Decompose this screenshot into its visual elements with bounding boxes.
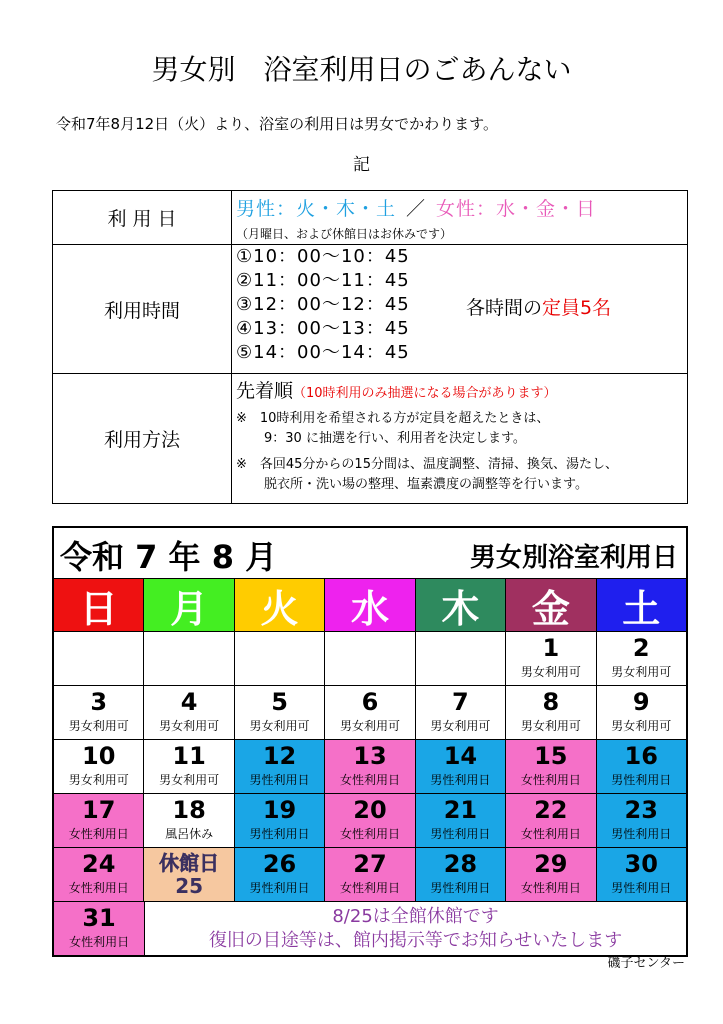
- day-number: 2: [632, 634, 650, 662]
- day-number: 24: [82, 850, 116, 878]
- day-label: 女性利用日: [68, 827, 129, 841]
- day-label: 女性利用日: [339, 881, 400, 895]
- first-come-note: （10時利用のみ抽選になる場合があります）: [293, 386, 557, 401]
- page-title: 男女別 浴室利用日のごあんない: [151, 53, 572, 86]
- day-label: 男性利用日: [249, 773, 310, 787]
- calendar-week: [54, 847, 686, 901]
- day-cell: [54, 848, 144, 901]
- calendar-week: [54, 739, 686, 793]
- note2-line2: 脱衣所・洗い場の整理、塩素濃度の調整等を行います。: [264, 477, 588, 492]
- capacity-text: [466, 293, 611, 320]
- day-label: 男女利用可: [159, 719, 220, 733]
- day-cell: [325, 848, 415, 901]
- day-label: 男性利用日: [430, 827, 491, 841]
- day-cell: [144, 794, 234, 847]
- day-label: 女性利用日: [339, 827, 400, 841]
- weekday-row: [54, 579, 686, 631]
- day-number: 22: [534, 796, 568, 824]
- weekday-header: 木: [416, 579, 506, 631]
- day-cell: [506, 794, 596, 847]
- days-slash: ／: [406, 198, 427, 220]
- day-cell: [416, 632, 506, 685]
- day-label: 男女利用可: [68, 773, 129, 787]
- day-number: 21: [443, 796, 478, 824]
- day-label: 男女利用可: [249, 719, 310, 733]
- day-label: 男性利用日: [430, 773, 491, 787]
- day-number: 30: [624, 850, 658, 878]
- day-number: 10: [82, 742, 116, 770]
- day-cell: [235, 632, 325, 685]
- footer-org: 磯子センター: [607, 956, 685, 971]
- day-number: 16: [624, 742, 658, 770]
- day-cell: [325, 686, 415, 739]
- notice-line2: 復旧の目途等は、館内掲示等でお知らせいたします: [208, 929, 623, 951]
- day-number: 7: [452, 688, 469, 716]
- days-head: 利 用 日: [53, 191, 232, 245]
- day-number: 3: [90, 688, 108, 716]
- calendar-month: 令和 7 年 8 月: [60, 538, 278, 576]
- day-label: 女性利用日: [520, 773, 581, 787]
- day-label: 男性利用日: [430, 881, 491, 895]
- capacity-prefix: 各時間の: [466, 297, 543, 319]
- day-number: 6: [361, 688, 379, 716]
- calendar-weeks: [54, 631, 686, 901]
- day-cell: [235, 740, 325, 793]
- weekday-header: 金: [506, 579, 596, 631]
- time-slot: ③12：00～12：45: [236, 294, 410, 315]
- info-table: [52, 190, 688, 504]
- day-cell: [506, 848, 596, 901]
- day-cell: [235, 848, 325, 901]
- calendar-week: [54, 901, 686, 955]
- day-label: 男性利用日: [249, 827, 310, 841]
- day-label: 男女利用可: [611, 665, 672, 679]
- male-days: 男性：火・木・土: [236, 198, 397, 220]
- day-cell: [54, 686, 144, 739]
- notice-line1: 8/25は全館休館です: [332, 905, 499, 927]
- time-slot: ⑤14：00～14：45: [236, 342, 410, 363]
- day-cell: [416, 848, 506, 901]
- day-label: 男女利用可: [68, 719, 129, 733]
- day-cell: [54, 902, 145, 955]
- day-number: 11: [172, 742, 206, 770]
- day-number: 31: [82, 904, 116, 932]
- day-number: 18: [172, 796, 206, 824]
- day-label: 女性利用日: [520, 827, 581, 841]
- day-cell: [416, 740, 506, 793]
- weekday-header: 水: [325, 579, 415, 631]
- day-label: 男女利用可: [611, 719, 672, 733]
- time-slot: ②11：00～11：45: [236, 270, 410, 291]
- weekday-header: 土: [597, 579, 686, 631]
- method-head: 利用方法: [53, 374, 232, 504]
- day-number: 9: [632, 688, 650, 716]
- day-number: 14: [443, 742, 478, 770]
- weekday-header: 火: [235, 579, 325, 631]
- day-cell: [144, 848, 234, 901]
- day-label: 女性利用日: [69, 935, 130, 949]
- day-cell: [416, 794, 506, 847]
- day-label: 男性利用日: [249, 881, 310, 895]
- day-cell: [597, 794, 686, 847]
- hours-cell: [232, 245, 688, 374]
- day-cell: [325, 632, 415, 685]
- day-number: 15: [534, 742, 568, 770]
- closed-label: 休館日: [159, 851, 220, 875]
- note1-line1: ※ 10時利用を希望される方が定員を超えたときは、: [236, 411, 550, 426]
- day-number: 23: [624, 796, 658, 824]
- day-cell: [325, 794, 415, 847]
- day-label: 女性利用日: [68, 881, 129, 895]
- day-number: 17: [82, 796, 116, 824]
- day-number: 27: [353, 850, 387, 878]
- day-number: 5: [271, 688, 288, 716]
- day-number: 25: [175, 874, 204, 898]
- day-cell: [597, 686, 686, 739]
- capacity-value: 定員5名: [542, 297, 612, 319]
- hours-head: 利用時間: [53, 245, 232, 374]
- day-cell: [54, 740, 144, 793]
- day-label: 風呂休み: [165, 827, 214, 841]
- day-cell: [54, 794, 144, 847]
- day-number: 28: [443, 850, 478, 878]
- weekday-header: 月: [144, 579, 234, 631]
- day-number: 20: [353, 796, 387, 824]
- day-cell: [506, 740, 596, 793]
- day-number: 26: [262, 850, 297, 878]
- day-label: 男性利用日: [611, 773, 672, 787]
- day-number: 8: [542, 688, 560, 716]
- time-slot: ④13：00～13：45: [236, 318, 410, 339]
- first-come: 先着順: [236, 380, 294, 402]
- day-cell: [235, 794, 325, 847]
- calendar-title: 男女別浴室利用日: [469, 543, 678, 573]
- day-number: 4: [180, 688, 198, 716]
- day-label: 女性利用日: [520, 881, 581, 895]
- day-cell: [54, 632, 144, 685]
- day-number: 12: [262, 742, 297, 770]
- day-number: 19: [262, 796, 297, 824]
- day-cell: [144, 686, 234, 739]
- method-cell: [232, 374, 688, 504]
- day-cell: [144, 632, 234, 685]
- day-cell: [597, 740, 686, 793]
- day-number: 13: [353, 742, 387, 770]
- day-cell: [416, 686, 506, 739]
- day-label: 男女利用可: [430, 719, 491, 733]
- calendar-week: [54, 631, 686, 685]
- day-number: 29: [534, 850, 568, 878]
- calendar-week: [54, 685, 686, 739]
- weekday-header: 日: [54, 579, 144, 631]
- day-label: 男女利用可: [520, 719, 581, 733]
- time-slot: ①10：00～10：45: [236, 246, 410, 267]
- day-cell: [506, 686, 596, 739]
- calendar-header: [54, 528, 686, 579]
- day-cell: [144, 740, 234, 793]
- day-cell: [597, 632, 686, 685]
- calendar-week: [54, 793, 686, 847]
- closure-notice: [145, 902, 686, 955]
- days-cell: [232, 191, 688, 245]
- day-label: 男女利用可: [159, 773, 220, 787]
- day-label: 男性利用日: [611, 881, 672, 895]
- note2-line1: ※ 各回45分からの15分間は、温度調整、清掃、換気、湯たし、: [236, 457, 618, 472]
- note1-line2: 9：30 に抽選を行い、利用者を決定します。: [264, 431, 526, 446]
- day-label: 女性利用日: [339, 773, 400, 787]
- day-cell: [235, 686, 325, 739]
- intro-text: 令和7年8月12日（火）より、浴室の利用日は男女でかわります。: [56, 115, 498, 133]
- day-label: 男性利用日: [611, 827, 672, 841]
- day-label: 男女利用可: [520, 665, 581, 679]
- days-note: （月曜日、および休館日はお休みです）: [236, 227, 453, 241]
- ki-heading: 記: [353, 155, 370, 175]
- day-label: 男女利用可: [339, 719, 400, 733]
- day-cell: [506, 632, 596, 685]
- calendar: [52, 526, 688, 957]
- female-days: 女性：水・金・日: [436, 198, 597, 220]
- day-cell: [325, 740, 415, 793]
- day-number: 1: [542, 634, 560, 662]
- day-cell: [597, 848, 686, 901]
